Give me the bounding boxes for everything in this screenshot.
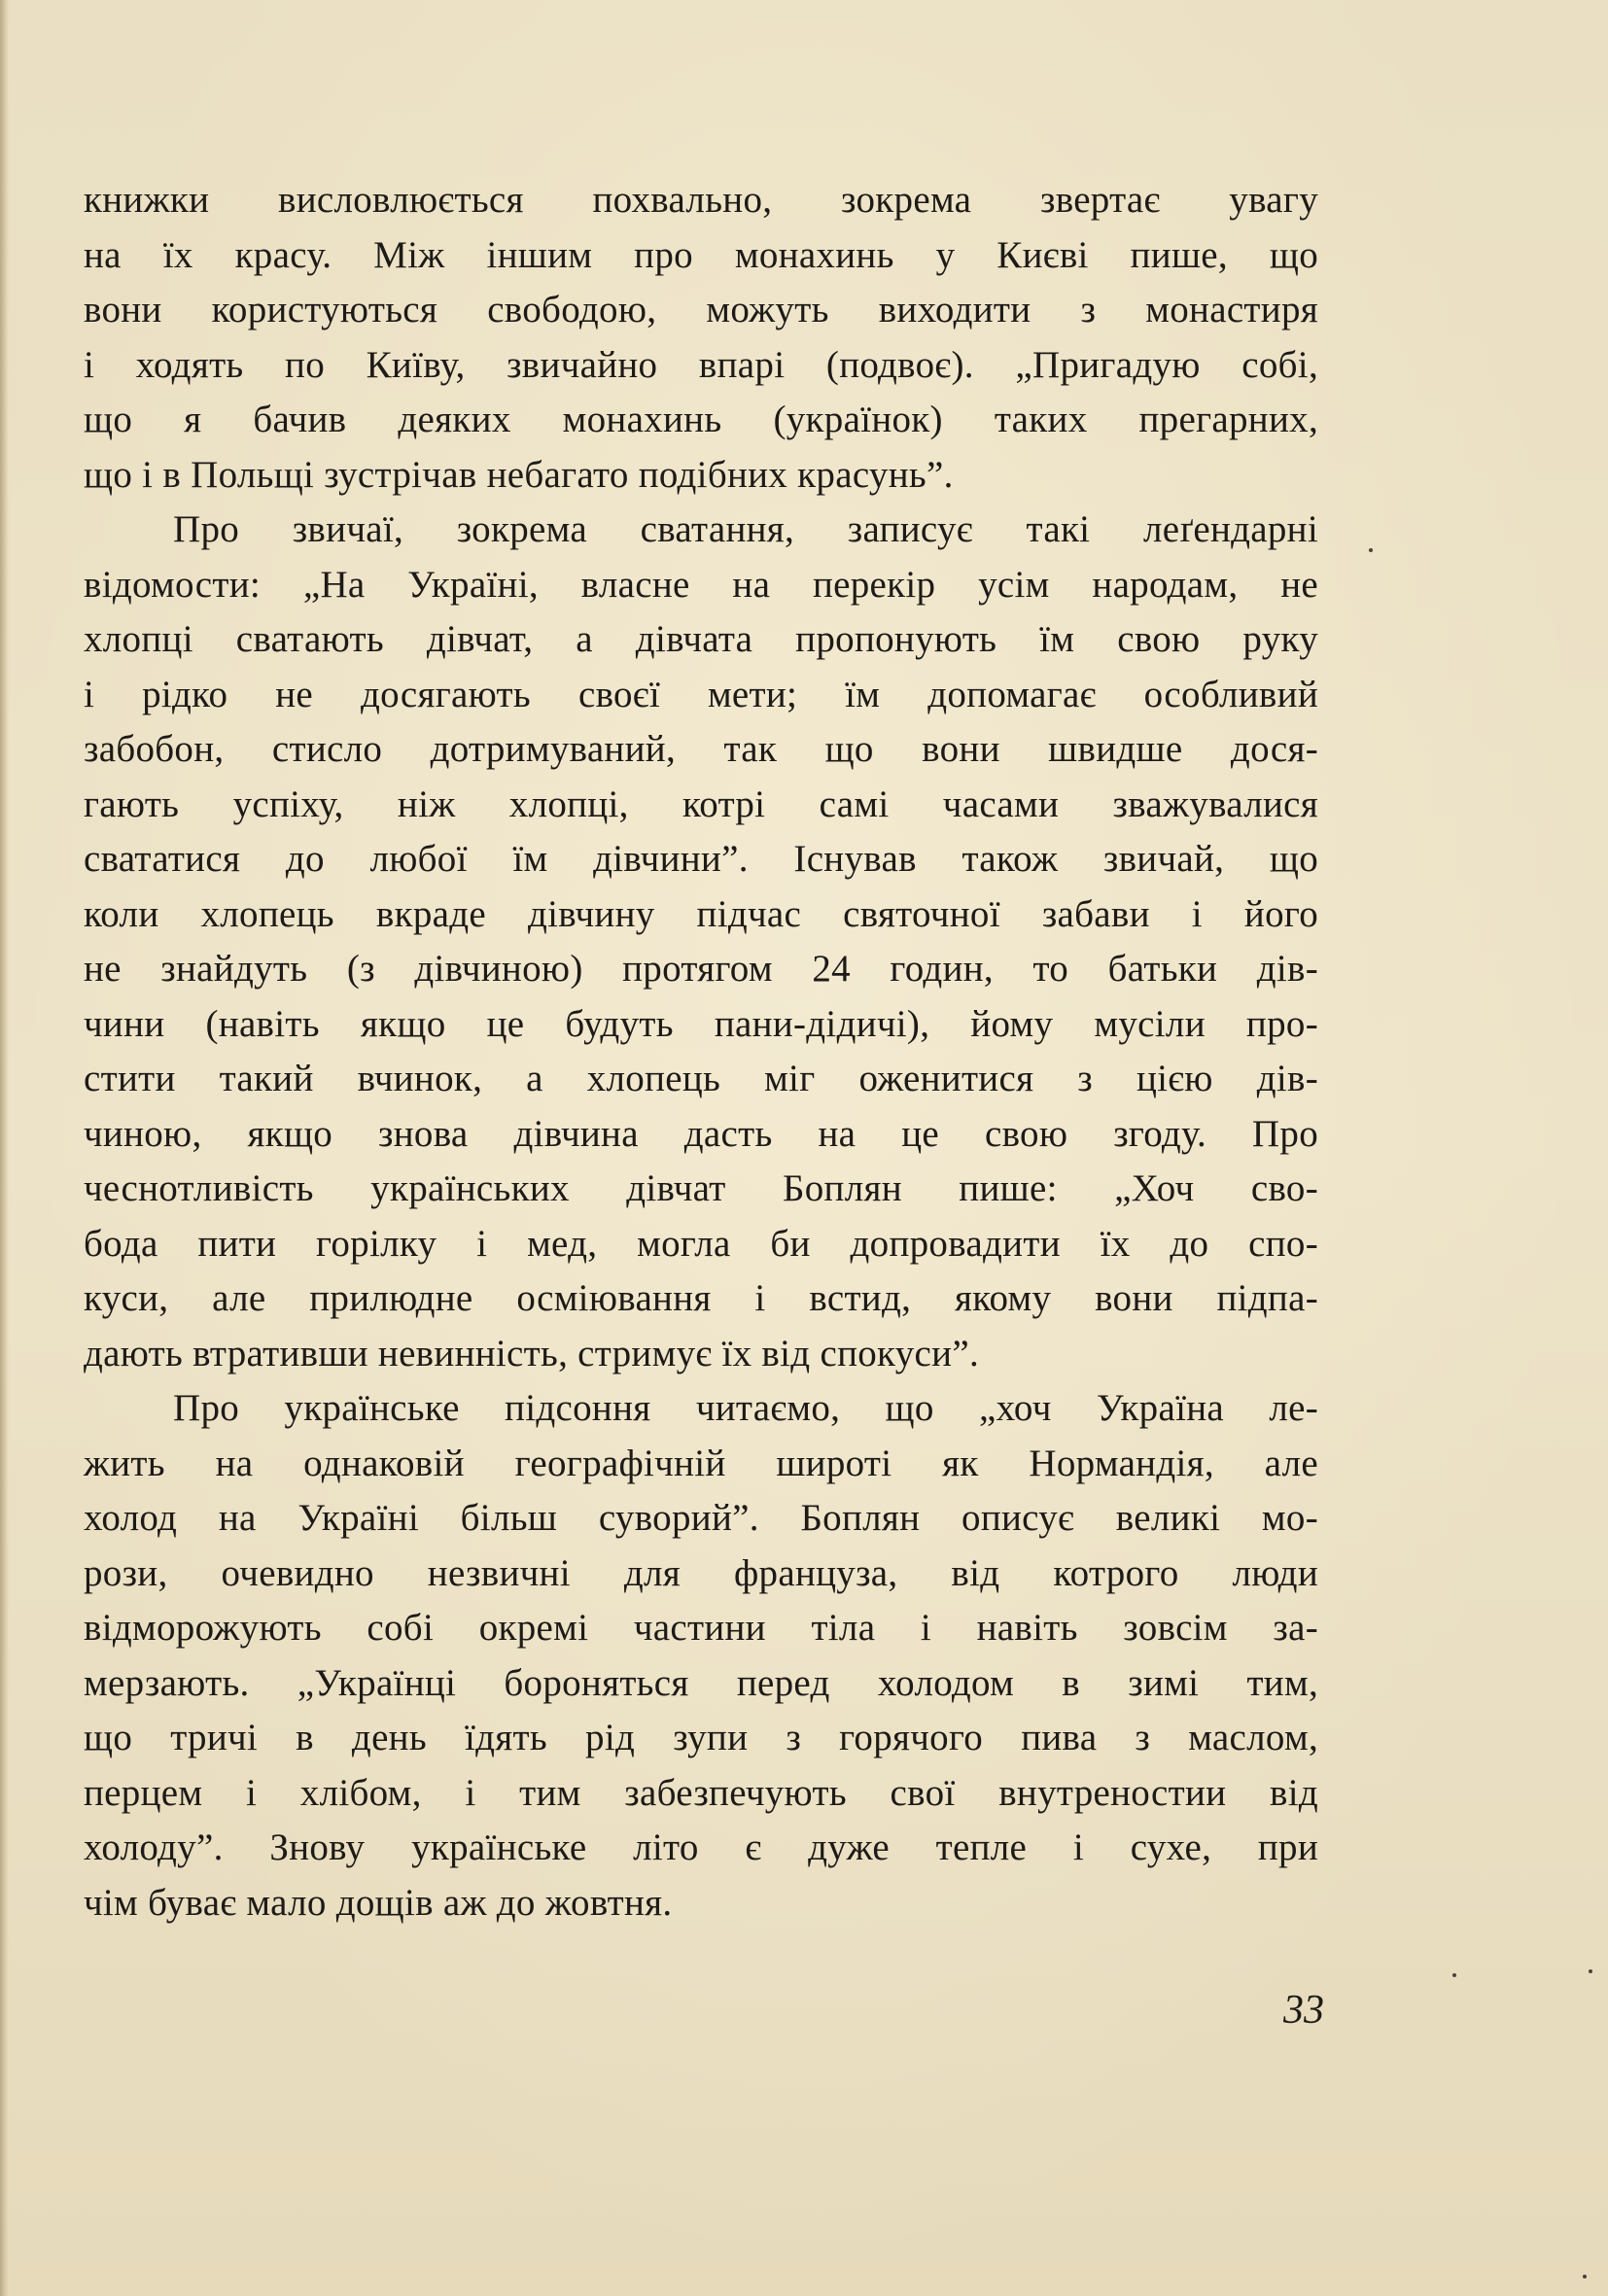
text-line: що і в Польщі зустрічав небагато подібних красунь”. <box>84 453 954 496</box>
text-line: бода пити горілку і мед, могла би допровадити їх до спо- <box>84 1222 1318 1265</box>
text-line: чім буває мало дощів аж до жовтня. <box>84 1881 673 1924</box>
paper-speck <box>1583 2275 1587 2279</box>
page-number: 33 <box>1283 1988 1324 2033</box>
paper-speck <box>1589 1969 1592 1973</box>
body-text <box>84 173 1318 1931</box>
text-line: книжки висловлюється похвально, зокрема звертає увагу <box>84 179 1318 221</box>
text-line: жить на однаковій географічній широті як Нормандія, але <box>84 1442 1318 1484</box>
text-line: забобон, стисло дотримуваний, так що вони швидше дося- <box>84 728 1318 770</box>
paragraph <box>84 503 1318 1381</box>
text-line: коли хлопець вкраде дівчину підчас святочної забави і його <box>84 892 1318 935</box>
text-line: і ходять по Київу, звичайно впарі (подвоє). „Пригадую собі, <box>84 343 1318 386</box>
text-line: перцем і хлібом, і тим забезпечують свої внутреностии від <box>84 1771 1318 1814</box>
text-line: і рідко не досягають своєї мети; їм допомагає особливий <box>84 673 1318 715</box>
paper-speck <box>1369 548 1373 552</box>
text-line: що тричі в день їдять рід зупи з горячого пива з маслом, <box>84 1717 1318 1758</box>
text-line: стити такий вчинок, а хлопець міг оженитися з цією дів- <box>84 1058 1318 1099</box>
paragraph <box>84 173 1318 503</box>
text-line: рози, очевидно незвичні для француза, від котрого люди <box>84 1551 1318 1594</box>
text-line: відморожують собі окремі частини тіла і навіть зовсім за- <box>84 1607 1318 1649</box>
text-line: холоду”. Знову українське літо є дуже тепле і сухе, при <box>84 1826 1318 1868</box>
text-line: свататися до любої їм дівчини”. Існував також звичай, що <box>84 838 1318 880</box>
text-line: Про звичаї, зокрема сватання, записує такі леґендарні <box>173 508 1318 550</box>
text-line: не знайдуть (з дівчиною) протягом 24 годин, то батьки дів- <box>84 948 1318 990</box>
paragraph <box>84 1381 1318 1931</box>
text-line: дають втративши невинність, стримує їх від спокуси”. <box>84 1332 979 1374</box>
text-line: чини (навіть якщо це будуть пани-дідичі), йому мусіли про- <box>84 1002 1318 1045</box>
text-line: на їх красу. Між іншим про монахинь у Києві пише, що <box>84 233 1318 276</box>
text-line: вони користуються свободою, можуть виходити з монастиря <box>84 289 1318 330</box>
text-line: гають успіху, ніж хлопці, котрі самі часами зважувалися <box>84 783 1318 825</box>
text-line: Про українське підсоння читаємо, що „хоч Україна ле- <box>173 1387 1318 1429</box>
paper-speck <box>1452 1973 1456 1977</box>
text-line: відомости: „На Україні, власне на перекір усім народам, не <box>84 563 1318 606</box>
text-line: що я бачив деяких монахинь (українок) таких прегарних, <box>84 399 1318 440</box>
text-line: куси, але прилюдне осміювання і встид, якому вони підпа- <box>84 1277 1318 1319</box>
page-edge-shadow <box>0 0 9 2296</box>
text-line: холод на Україні більш суворий”. Боплян описує великі мо- <box>84 1497 1318 1539</box>
text-line: чиною, якщо знова дівчина дасть на це свою згоду. Про <box>84 1112 1318 1155</box>
text-line: мерзають. „Українці бороняться перед холодом в зимі тим, <box>84 1661 1318 1704</box>
text-line: хлопці сватають дівчат, а дівчата пропонують їм свою руку <box>84 618 1318 660</box>
text-line: чеснотливість українських дівчат Боплян пише: „Хоч сво- <box>84 1167 1318 1209</box>
